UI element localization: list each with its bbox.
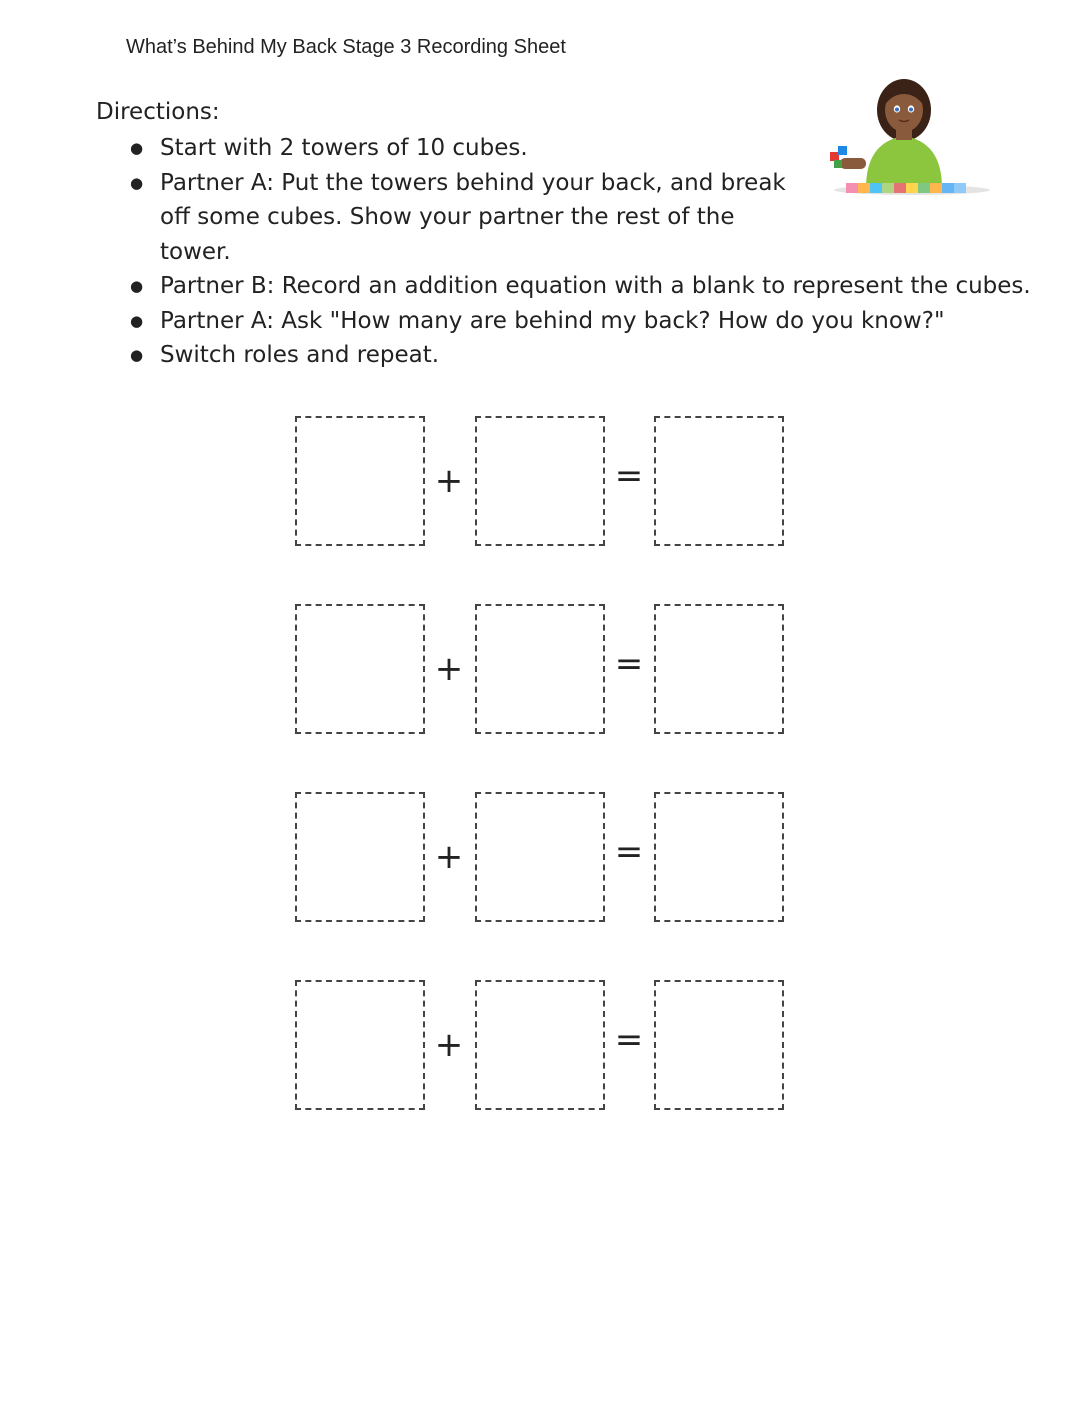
- direction-item: ● Partner A: Ask "How many are behind my back? How do you know?": [130, 304, 1050, 339]
- addend-blank-box[interactable]: [475, 980, 605, 1110]
- equation-row: [295, 980, 785, 1110]
- plus-sign: +: [434, 837, 464, 877]
- addend-blank-box[interactable]: [475, 416, 605, 546]
- equation-row: [295, 416, 785, 546]
- equation-row: [295, 604, 785, 734]
- equals-sign: =: [614, 1020, 644, 1060]
- direction-item: ● Switch roles and repeat.: [130, 338, 1050, 373]
- equals-sign: =: [614, 644, 644, 684]
- addend-blank-box[interactable]: [295, 980, 425, 1110]
- sum-blank-box[interactable]: [654, 980, 784, 1110]
- sum-blank-box[interactable]: [654, 416, 784, 546]
- direction-item: ● Partner B: Record an addition equation with a blank to represent the cubes.: [130, 269, 1050, 304]
- addend-blank-box[interactable]: [475, 604, 605, 734]
- plus-sign: +: [434, 461, 464, 501]
- addend-blank-box[interactable]: [295, 604, 425, 734]
- student-with-cubes-illustration: [824, 76, 994, 200]
- addend-blank-box[interactable]: [475, 792, 605, 922]
- plus-sign: +: [434, 649, 464, 689]
- directions-heading: Directions:: [96, 99, 220, 125]
- equation-row: [295, 792, 785, 922]
- page-title: What’s Behind My Back Stage 3 Recording Sheet: [126, 36, 566, 58]
- sum-blank-box[interactable]: [654, 604, 784, 734]
- direction-item: ● Start with 2 towers of 10 cubes.: [130, 131, 1050, 166]
- equals-sign: =: [614, 832, 644, 872]
- sum-blank-box[interactable]: [654, 792, 784, 922]
- addend-blank-box[interactable]: [295, 416, 425, 546]
- addend-blank-box[interactable]: [295, 792, 425, 922]
- equals-sign: =: [614, 456, 644, 496]
- direction-item: ● Partner A: Put the towers behind your back, and break off some cubes. Show your partner the rest of the tower.: [130, 166, 1050, 270]
- plus-sign: +: [434, 1025, 464, 1065]
